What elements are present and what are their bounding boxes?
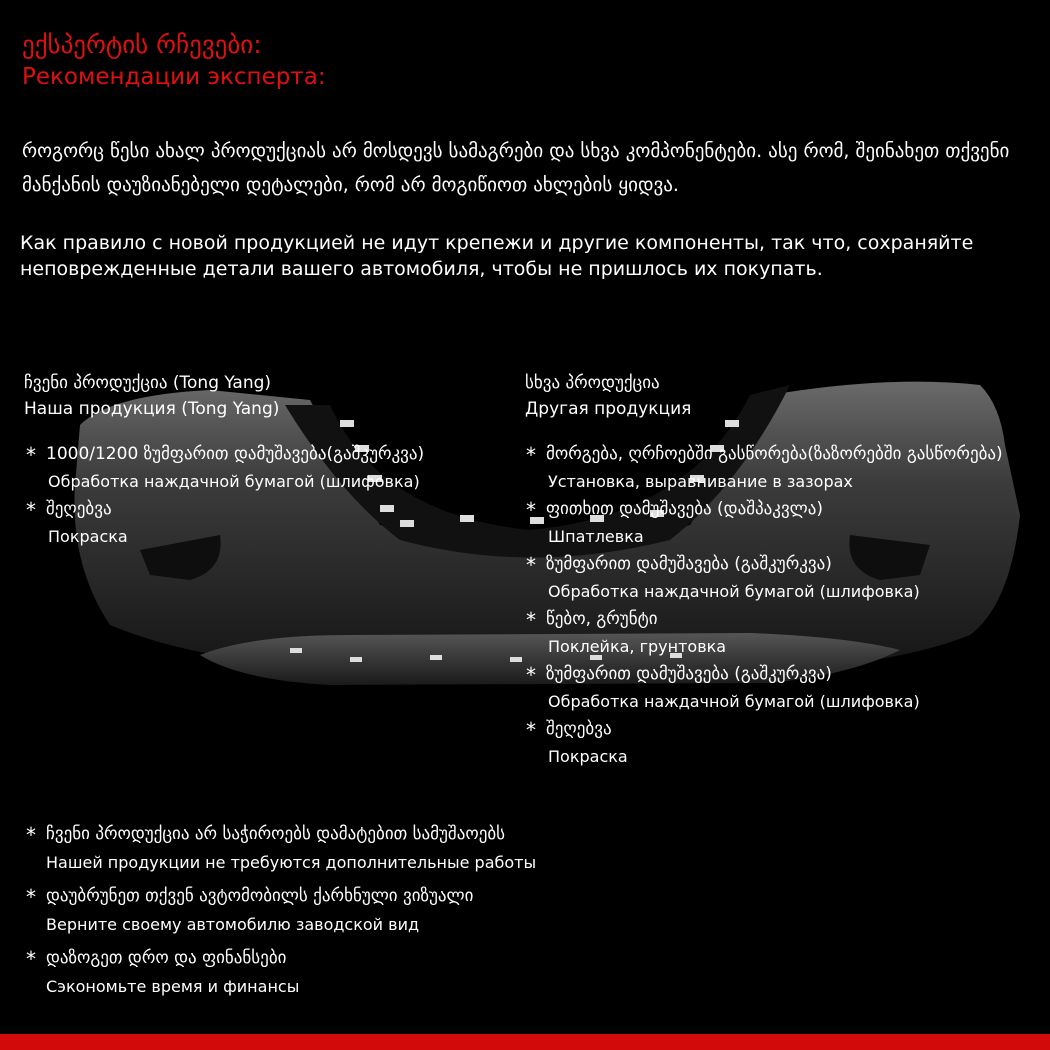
bullet-icon: * bbox=[526, 498, 536, 522]
intro-russian: Как правило с новой продукцией не идут крепежи и другие компоненты, так что, сохраняйте неповрежденные детали вашего автомобиля, чтобы не пришлось их покупать. bbox=[20, 232, 974, 280]
other-product-title-ka: სხვა პროდუქცია bbox=[525, 373, 660, 393]
intro-georgian: როგორც წესი ახალ პროდუქციას არ მოსდევს სამაგრები და სხვა კომპონენტები. ასე რომ, შეინახეთ თქვენი მანქანის დაუზიანებელი დეტალები, რომ არ მოგიწიოთ ახლების ყიდვა. bbox=[22, 140, 1010, 196]
other-step-1-ka: მორგება, ღრჩოებში გასწორება(ზაზორებში გასწორება) bbox=[546, 444, 1003, 464]
bullet-icon: * bbox=[26, 498, 36, 522]
bullet-icon: * bbox=[26, 947, 36, 971]
other-step-3-ru: Обработка наждачной бумагой (шлифовка) bbox=[548, 582, 920, 601]
benefit-1-ka: ჩვენი პროდუქცია არ საჭიროებს დამატებით სამუშაოებს bbox=[46, 824, 506, 844]
benefit-1-ru: Нашей продукции не требуются дополнительные работы bbox=[46, 853, 537, 872]
other-step-6-ka: შეღებვა bbox=[546, 719, 612, 739]
our-step-2-ru: Покраска bbox=[48, 527, 128, 546]
our-step-1-ka: 1000/1200 ზუმფარით დამუშავება(გაშკურკვა) bbox=[46, 444, 425, 464]
bullet-icon: * bbox=[526, 663, 536, 687]
other-step-6-ru: Покраска bbox=[548, 747, 628, 766]
other-step-5-ka: ზუმფარით დამუშავება (გაშკურკვა) bbox=[546, 664, 832, 684]
benefit-2-ka: დაუბრუნეთ თქვენ ავტომობილს ქარხნული ვიზუალი bbox=[46, 886, 474, 906]
title-georgian: ექსპერტის რჩევები: bbox=[22, 30, 262, 59]
other-step-2-ka: ფითხით დამუშავება (დაშპაკვლა) bbox=[546, 499, 824, 519]
other-step-4-ru: Поклейка, грунтовка bbox=[548, 637, 727, 656]
other-product-title-ru: Другая продукция bbox=[525, 399, 692, 419]
bullet-icon: * bbox=[526, 608, 536, 632]
bullet-icon: * bbox=[26, 885, 36, 909]
bottom-accent-bar bbox=[0, 1034, 1050, 1050]
bullet-icon: * bbox=[26, 443, 36, 467]
other-step-4-ka: წებო, გრუნტი bbox=[546, 609, 658, 629]
benefit-3-ru: Сэкономьте время и финансы bbox=[46, 977, 300, 996]
benefit-2-ru: Верните своему автомобилю заводской вид bbox=[46, 915, 420, 934]
other-step-5-ru: Обработка наждачной бумагой (шлифовка) bbox=[548, 692, 920, 711]
our-product-title-ka: ჩვენი პროდუქცია (Tong Yang) bbox=[24, 373, 272, 393]
other-step-2-ru: Шпатлевка bbox=[548, 527, 644, 546]
benefit-3-ka: დაზოგეთ დრო და ფინანსები bbox=[46, 948, 287, 968]
bullet-icon: * bbox=[526, 718, 536, 742]
bullet-icon: * bbox=[26, 823, 36, 847]
other-step-1-ru: Установка, выравнивание в зазорах bbox=[548, 472, 853, 491]
our-step-1-ru: Обработка наждачной бумагой (шлифовка) bbox=[48, 472, 420, 491]
other-step-3-ka: ზუმფარით დამუშავება (გაშკურკვა) bbox=[546, 554, 832, 574]
bullet-icon: * bbox=[526, 553, 536, 577]
our-product-title-ru: Наша продукция (Tong Yang) bbox=[24, 399, 280, 419]
bullet-icon: * bbox=[526, 443, 536, 467]
title-russian: Рекомендации эксперта: bbox=[22, 64, 326, 90]
our-step-2-ka: შეღებვა bbox=[46, 499, 112, 519]
